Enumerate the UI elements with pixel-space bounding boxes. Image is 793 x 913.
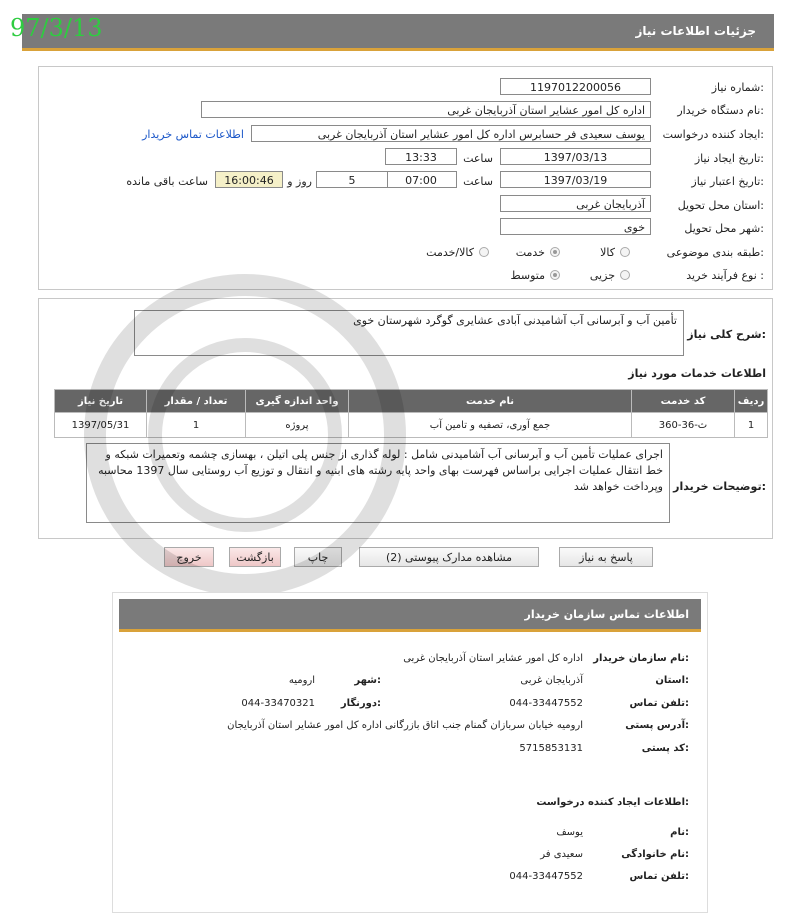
province-value: آذربایجان غربی [520, 675, 583, 686]
org-label: نام سازمان خریدار: [593, 653, 689, 664]
page-title: جزئیات اطلاعات نیاز [635, 24, 756, 38]
postal-label: کد پستی: [641, 743, 689, 754]
fax-value: 044-33470321 [241, 698, 315, 709]
days-label: روز و [287, 175, 312, 188]
cell-service-name: جمع آوری، تصفیه و تامین آب [349, 413, 632, 438]
contact-card-header [119, 599, 701, 632]
purchase-option-minor: جزیی [589, 269, 615, 282]
col-service-code: کد خدمت [632, 390, 735, 413]
validity-time-field: 07:00 [385, 171, 457, 188]
validity-time-label: ساعت [463, 175, 493, 188]
purchase-radio-medium[interactable] [550, 270, 560, 280]
date-stamp: 97/3/13 [10, 14, 103, 42]
province-label: استان: [655, 675, 689, 686]
postal-value: 5715853131 [519, 743, 583, 754]
created-date-field: 1397/03/13 [500, 148, 651, 165]
buyer-contact-card [112, 592, 708, 913]
creator-title: اطلاعات ایجاد کننده درخواست: [536, 797, 689, 808]
contact-card-title: اطلاعات تماس سازمان خریدار [524, 608, 689, 621]
first-name-label: نام: [670, 827, 689, 838]
creator-phone-value: 044-33447552 [509, 871, 583, 882]
col-need-date: تاریخ نیاز [55, 390, 147, 413]
need-details-panel [38, 66, 773, 290]
last-name-label: نام خانوادگی: [621, 849, 689, 860]
first-name-value: یوسف [556, 827, 583, 838]
col-service-name: نام خدمت [349, 390, 632, 413]
cell-row: 1 [735, 413, 768, 438]
buyer-notes-label: توضیحات خریدار: [673, 480, 766, 493]
col-unit: واحد اندازه گیری [246, 390, 349, 413]
created-date-label: تاریخ ایجاد نیاز: [694, 152, 764, 165]
validity-date-label: تاریخ اعتبار نیاز: [691, 175, 764, 188]
cell-unit: پروژه [246, 413, 349, 438]
province-label: استان محل تحویل: [677, 199, 764, 212]
validity-date-field: 1397/03/19 [500, 171, 651, 188]
city-value: ارومیه [288, 675, 315, 686]
purchase-type-label: نوع فرآیند خرید : [686, 269, 764, 282]
need-number-label: شماره نیاز: [711, 81, 764, 94]
remaining-label: ساعت باقی مانده [126, 175, 208, 188]
col-row: ردیف [735, 390, 768, 413]
phone-label: تلفن تماس: [629, 698, 689, 709]
remaining-days-field: 5 [316, 171, 388, 188]
requester-field: یوسف سعیدی فر حسابرس اداره کل امور عشایر استان آذربایجان غربی [251, 125, 651, 142]
description-field: تأمین آب و آبرسانی آب آشامیدنی آبادی عشایری گوگرد شهرستان خوی [134, 310, 684, 356]
print-button[interactable]: چاپ [294, 547, 342, 567]
attachments-button[interactable]: مشاهده مدارک پیوستی (2) [359, 547, 539, 567]
category-radio-goods[interactable] [620, 247, 630, 257]
buyer-contact-link[interactable]: اطلاعات تماس خریدار [142, 128, 244, 141]
purchase-option-medium: متوسط [510, 269, 545, 282]
last-name-value: سعیدی فر [540, 849, 583, 860]
cell-need-date: 1397/05/31 [55, 413, 147, 438]
fax-label: دورنگار: [340, 698, 381, 709]
category-option-service: خدمت [515, 246, 545, 259]
services-table-header [55, 390, 768, 413]
buyer-org-field: اداره کل امور عشایر استان آذربایجان غربی [201, 101, 651, 118]
category-option-goods: کالا [600, 246, 615, 259]
description-panel [38, 298, 773, 539]
city-label: شهر: [354, 675, 381, 686]
province-field: آذربایجان غربی [500, 195, 651, 212]
table-row [55, 413, 768, 438]
address-label: آدرس پستی: [625, 720, 689, 731]
page-header [22, 14, 774, 51]
requester-label: ایجاد کننده درخواست: [662, 128, 764, 141]
buyer-org-label: نام دستگاه خریدار: [677, 104, 764, 117]
created-time-field: 13:33 [385, 148, 457, 165]
services-title: اطلاعات خدمات مورد نیاز [628, 367, 766, 380]
exit-button[interactable]: خروج [164, 547, 214, 567]
creator-phone-label: تلفن تماس: [629, 871, 689, 882]
need-number-field: 1197012200056 [500, 78, 651, 95]
created-time-label: ساعت [463, 152, 493, 165]
description-label: شرح کلی نیاز: [687, 328, 766, 341]
remaining-time-field: 16:00:46 [215, 171, 283, 188]
cell-quantity: 1 [147, 413, 246, 438]
back-button[interactable]: بازگشت [229, 547, 281, 567]
reply-button[interactable]: پاسخ به نیاز [559, 547, 653, 567]
buyer-notes-field: اجرای عملیات تأمین آب و آبرسانی آب آشامیدنی شامل : لوله گذاری از جنس پلی اتیلن ، بهسازی چشمه وتعمیرات شبکه و خط انتقال عملیات اجرایی براساس فهرست بهای واحد پایه رشته های ابنیه و انتقال و توزیع آب روستایی سال 1397 محاسبه وپرداخت خواهد شد [86, 443, 670, 523]
col-quantity: تعداد / مقدار [147, 390, 246, 413]
category-radio-goods-service[interactable] [479, 247, 489, 257]
org-value: اداره کل امور عشایر استان آذربایجان غربی [403, 653, 583, 664]
category-label: طبقه بندی موضوعی: [666, 246, 764, 259]
category-radio-service[interactable] [550, 247, 560, 257]
cell-service-code: ث-36-360 [632, 413, 735, 438]
address-value: ارومیه خیابان سربازان گمنام جنب اتاق بازرگانی اداره کل امور عشایر استان آذربایجان [227, 720, 583, 731]
services-table [54, 389, 768, 438]
city-field: خوی [500, 218, 651, 235]
phone-value: 044-33447552 [509, 698, 583, 709]
category-option-goods-service: کالا/خدمت [426, 246, 474, 259]
purchase-radio-minor[interactable] [620, 270, 630, 280]
city-label: شهر محل تحویل: [684, 222, 764, 235]
